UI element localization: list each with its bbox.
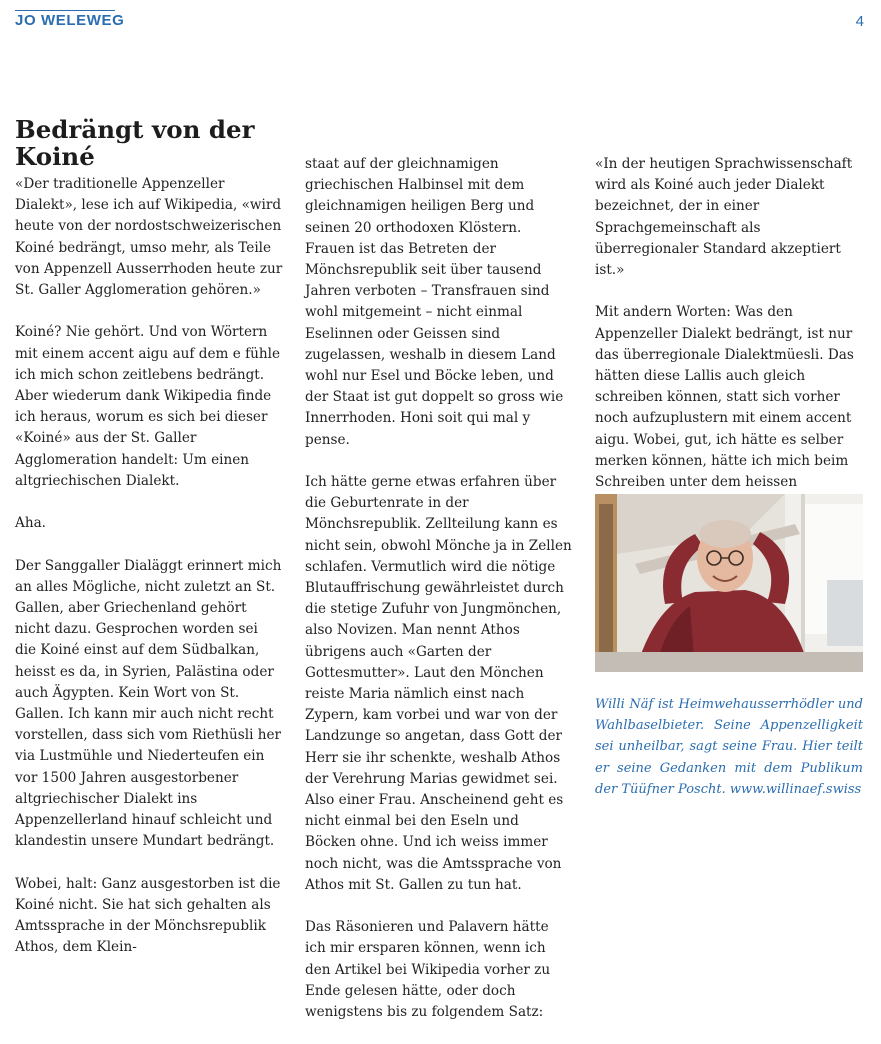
paragraph: Aha.	[15, 515, 46, 532]
paragraph: Koiné? Nie gehört. Und von Wörtern mit einem accent aigu auf dem e fühle ich mich schon zeitlebens bedrängt. Aber wiederum dank Wikipedia finde ich heraus, worum es sich bei dieser «Koiné» aus der St. Galler Agglomeration handelt: Um einen altgriechischen Dialekt.	[15, 324, 281, 489]
column-2	[305, 154, 573, 1044]
paragraph: staat auf der gleichnamigen griechischen Halbinsel mit dem gleichnamigen heiligen Berg und seinen 20 orthodoxen Klöstern. Frauen ist das Betreten der Mönchsrepublik seit über tausend Jahren verboten – Transfrauen sind wohl mitgemeint – nicht einmal Eselinnen oder Geissen sind zugelassen, weshalb in diesem Land wohl nur Esel und Böcke leben, und der Staat ist gut doppelt so gross wie Innerrhoden. Honi soit qui mal y pense.	[305, 156, 564, 448]
paragraph: Der Sanggaller Dialäggt erinnert mich an alles Mögliche, nicht zuletzt an St. Gallen, aber Griechenland gehört nicht dazu. Gesprochen worden sei die Koiné einst auf dem Südbalkan, heisst es da, in Syrien, Palästina oder auch Ägypten. Kein Wort von St. Gallen. Ich kann mir auch nicht recht vorstellen, dass sich vom Riethüsli her via Lustmühle und Niederteufen ein vor 1500 Jahren ausgestorbener altgriechischer Dialekt ins Appenzellerland hinauf schleicht und klandestin unsere Mundart bedrängt.	[15, 557, 282, 850]
caption-text: Willi Näf ist Heimwehausserrhödler und Wahlbaselbieter. Seine Appenzelligkeit sei unheilbar, sagt seine Frau. Hier teilt er seine Gedanken mit dem Publikum der Tüüfner Poscht.	[595, 697, 863, 797]
header-rule	[15, 10, 115, 11]
paragraph: «Der traditionelle Appenzeller Dialekt», lese ich auf Wikipedia, «wird heute von der nordostschweizerischen Koiné bedrängt, umso mehr, als Teile von Appenzell Ausserrhoden heute zur St. Galler Agglomeration gehören.»	[15, 176, 283, 299]
author-photo	[595, 494, 863, 672]
paragraph: Mit andern Worten: Was den Appenzeller Dialekt bedrängt, ist nur das überregionale Dialektmüesli. Das hätten diese Lallis auch gleich schreiben können, statt sich vorher noch aufzuplustern mit einem accent aigu. Wobei, gut, ich hätte es selber merken können, hätte ich mich beim Schreiben unter dem heissen	[595, 304, 854, 491]
page-number: 4	[855, 13, 864, 30]
column-1	[15, 174, 283, 980]
section-title: JO WELEWEG	[15, 12, 125, 29]
paragraph: Das Räsonieren und Palavern hätte ich mir ersparen können, wenn ich den Artikel bei Wikipedia vorher zu Ende gelesen hätte, oder doch wenigstens bis zu folgendem Satz:	[305, 919, 551, 1021]
paragraph: Wobei, halt: Ganz ausgestorben ist die Koiné nicht. Sie hat sich gehalten als Amtssprache in der Mönchsrepublik Athos, dem Klein-	[15, 875, 281, 956]
author-caption	[595, 694, 863, 800]
paragraph: Ich hätte gerne etwas erfahren über die Geburtenrate in der Mönchsrepublik. Zellteilung kann es nicht sein, obwohl Mönche ja in Zellen schlafen. Vermutlich wird die nötige Blutauffrischung gewährleistet durch die stetige Zufuhr von Jungmönchen, also Novizen. Man nennt Athos übrigens auch «Garten der Gottesmutter». Laut den Mönchen reiste Maria nämlich einst nach Zypern, kam vorbei und war von der Landzunge so angetan, dass Gott der Herr sie ihr schenkte, weshalb Athos der Verehrung Marias gewidmet sei. Also einer Frau. Anscheinend geht es nicht einmal bei den Eseln und Böcken ohne. Und ich weiss immer noch nicht, was die Amtssprache von Athos mit St. Gallen zu tun hat.	[305, 474, 572, 893]
article-title: Bedrängt von der Koiné	[15, 115, 255, 171]
author-website-link[interactable]: www.willinaef.swiss	[729, 781, 862, 797]
paragraph: «In der heutigen Sprachwissenschaft wird als Koiné auch jeder Dialekt bezeichnet, der in einer Sprachgemeinschaft als überregionaler Standard akzeptiert ist.»	[595, 156, 853, 279]
